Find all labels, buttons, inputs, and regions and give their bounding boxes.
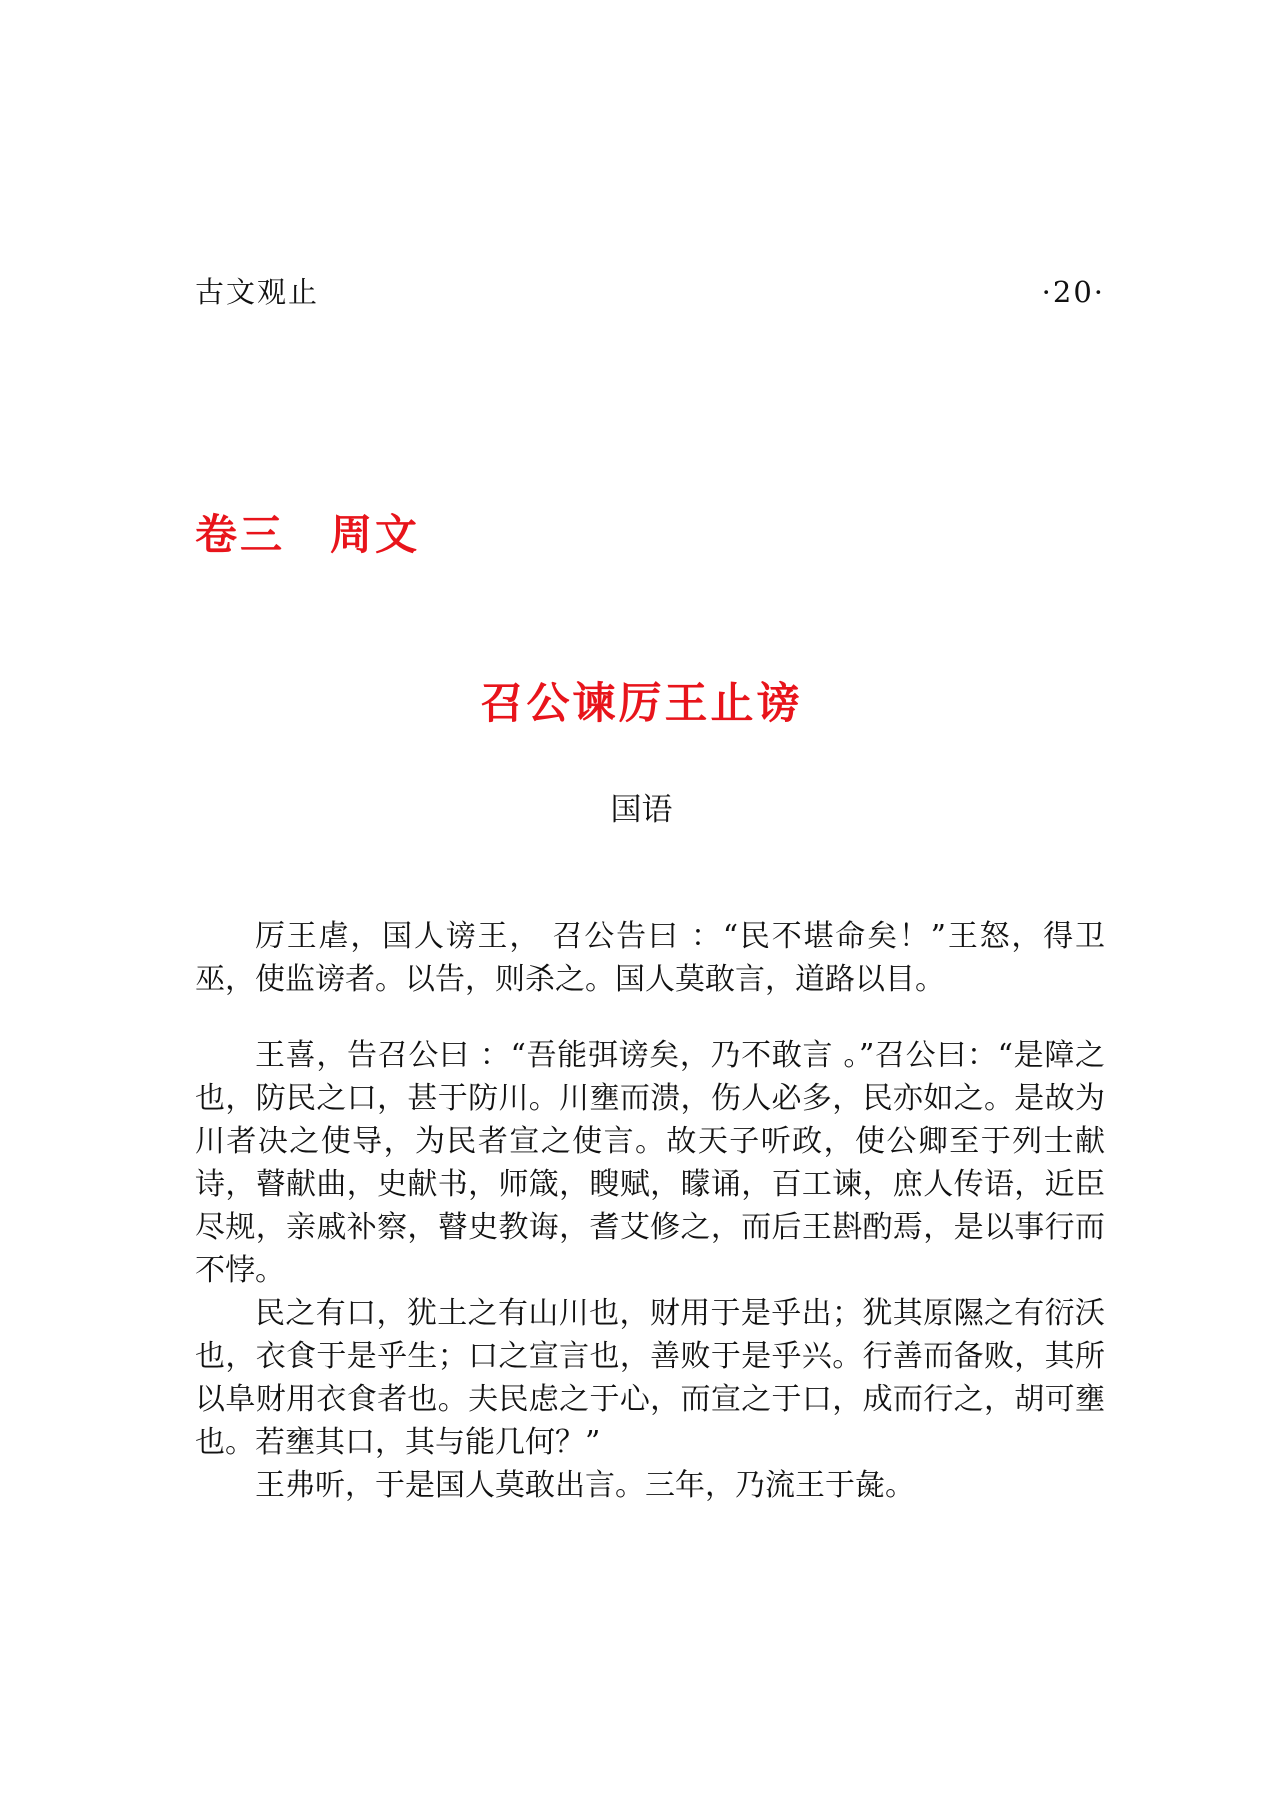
paragraph: 王弗听，于是国人莫敢出言。三年，乃流王于彘。 <box>255 1468 915 1503</box>
article-title: 召公谏厉王止谤 <box>480 679 803 729</box>
page-number: ·20· <box>1041 275 1105 309</box>
paragraph: 王喜，告召公曰 ：“吾能弭谤矣，乃不敢言 。”召公曰：“是障之也，防民之口，甚于防川。川壅而溃，伤人必多，民亦如之。是故为川者决之使导，为民者宣之使言。故天子听政，使公卿至于列士献诗，瞽献曲，史献书，师箴，瞍赋，矇诵，百工谏，庶人传语，近臣尽规，亲戚补察，瞽史教诲，耆艾修之，而后王斟酌焉，是以事行而不悖。 <box>195 1038 1105 1288</box>
section-title: 卷三 周文 <box>195 510 421 559</box>
paragraph: 厉王虐，国人谤王， 召公告曰 ：“民不堪命矣！”王怒，得卫巫，使监谤者。以告，则杀之。国人莫敢言，道路以目。 <box>195 919 1105 997</box>
paragraph: 民之有口，犹土之有山川也，财用于是乎出；犹其原隰之有衍沃也，衣食于是乎生；口之宣言也，善败于是乎兴。行善而备败，其所以阜财用衣食者也。夫民虑之于心，而宣之于口，成而行之，胡可壅也。若壅其口，其与能几何？” <box>195 1296 1105 1460</box>
article-body <box>195 915 1105 1507</box>
book-title: 古文观止 <box>195 275 320 309</box>
article-author: 国语 <box>610 792 673 828</box>
running-header <box>195 270 1105 311</box>
